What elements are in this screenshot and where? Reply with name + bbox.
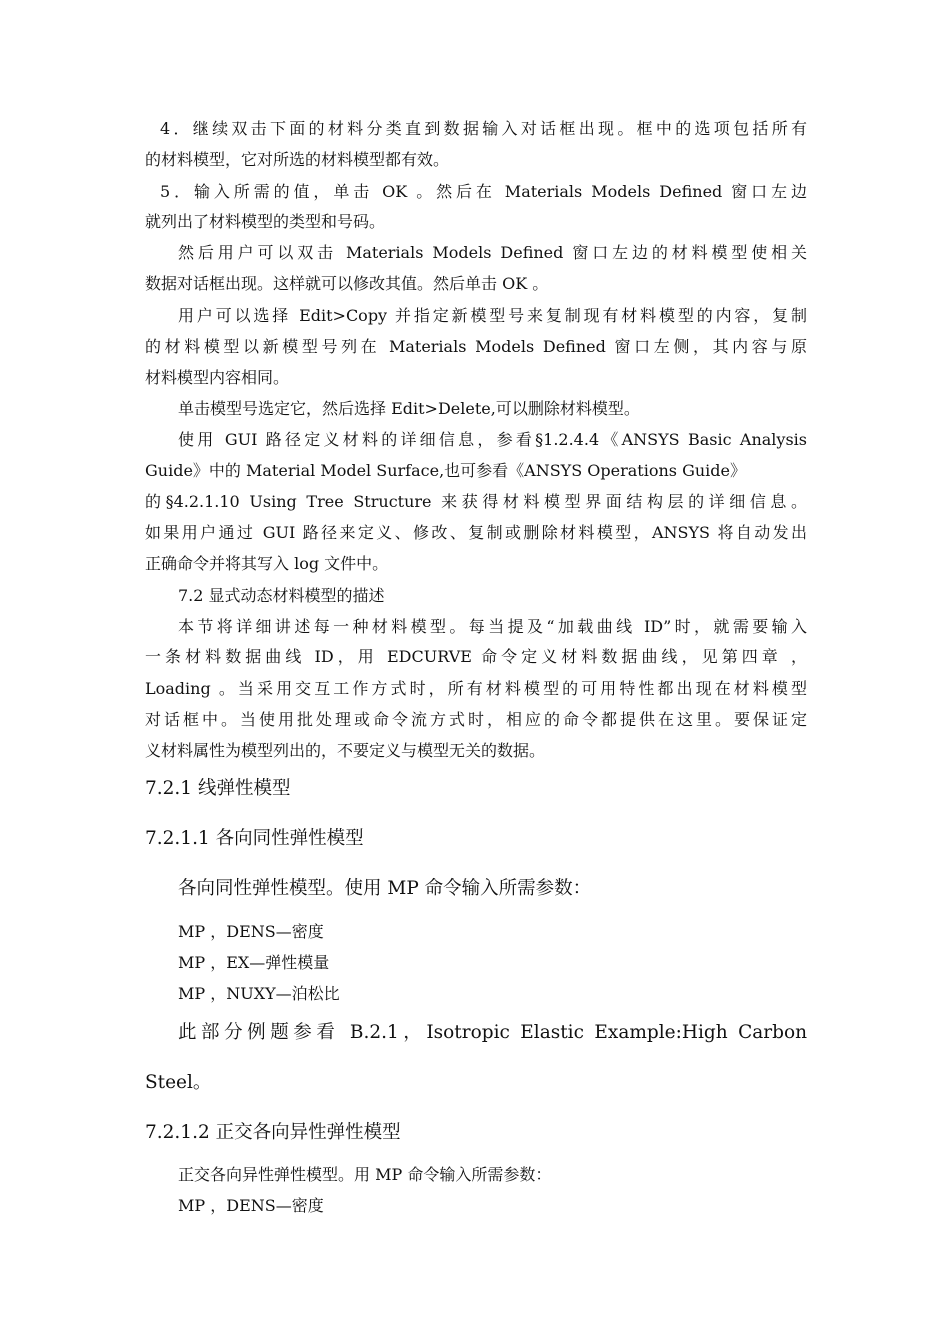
text-line: 本节将详细讲述每一种材料模型。每当提及“加载曲线 ID”时，就需要输入 (178, 617, 807, 636)
text-line: 对话框中。当使用批处理或命令流方式时，相应的命令都提供在这里。要保证定 (145, 710, 807, 729)
section-heading-7-2-1-1: 7.2.1.1 各向同性弹性模型 (145, 828, 364, 849)
text-line: 正交各向异性弹性模型。用 MP 命令输入所需参数： (178, 1165, 552, 1184)
text-line-example-ref: 此部分例题参看 B.2.1，Isotropic Elastic Example:High Carbon (178, 1022, 807, 1043)
command-line-dens: MP ，DENS—密度 (178, 922, 324, 941)
text-line: 各向同性弹性模型。使用 MP 命令输入所需参数： (178, 878, 592, 899)
section-heading-7-2: 7.2 显式动态材料模型的描述 (178, 586, 385, 605)
text-line: 义材料属性为模型列出的，不要定义与模型无关的数据。 (145, 741, 546, 760)
command-line-nuxy: MP ，NUXY—泊松比 (178, 984, 340, 1003)
text-line: 如果用户通过 GUI 路径来定义、修改、复制或删除材料模型，ANSYS 将自动发出 (145, 523, 807, 542)
text-line: Loading 。当采用交互工作方式时，所有材料模型的可用特性都出现在材料模型 (145, 679, 807, 698)
text-line: 用户可以选择 Edit>Copy 并指定新模型号来复制现有材料模型的内容，复制 (178, 306, 807, 325)
text-line: 然后用户可以双击 Materials Models Defined 窗口左边的材料模型使相关 (178, 243, 807, 262)
text-line: Guide》中的 Material Model Surface,也可参看《ANSYS Operations Guide》 (145, 461, 746, 480)
text-line: 一条材料数据曲线 ID，用 EDCURVE 命令定义材料数据曲线，见第四章 ， (145, 647, 807, 666)
text-line-step-4: 4．继续双击下面的材料分类直到数据输入对话框出现。框中的选项包括所有 (160, 119, 807, 138)
section-heading-7-2-1: 7.2.1 线弹性模型 (145, 778, 291, 799)
text-line: Steel。 (145, 1072, 212, 1093)
text-line: 的§4.2.1.10 Using Tree Structure 来获得材料模型界面结构层的详细信息。 (145, 492, 807, 511)
command-line-dens: MP ，DENS—密度 (178, 1196, 324, 1215)
command-line-ex: MP ，EX—弹性模量 (178, 953, 330, 972)
text-line-step-5: 5．输入所需的值，单击 OK 。然后在 Materials Models Defined 窗口左边 (160, 182, 807, 201)
text-line: 数据对话框出现。这样就可以修改其值。然后单击 OK 。 (145, 274, 549, 293)
text-line: 材料模型内容相同。 (145, 368, 290, 387)
text-line: 的材料模型，它对所选的材料模型都有效。 (145, 150, 450, 169)
text-line: 就列出了材料模型的类型和号码。 (145, 212, 386, 231)
text-line: 使用 GUI 路径定义材料的详细信息，参看§1.2.4.4《ANSYS Basic Analysis (178, 430, 807, 449)
text-line: 的材料模型以新模型号列在 Materials Models Defined 窗口左侧，其内容与原 (145, 337, 807, 356)
text-line: 单击模型号选定它，然后选择 Edit>Delete,可以删除材料模型。 (178, 399, 640, 418)
section-heading-7-2-1-2: 7.2.1.2 正交各向异性弹性模型 (145, 1122, 401, 1143)
text-line: 正确命令并将其写入 log 文件中。 (145, 554, 389, 573)
